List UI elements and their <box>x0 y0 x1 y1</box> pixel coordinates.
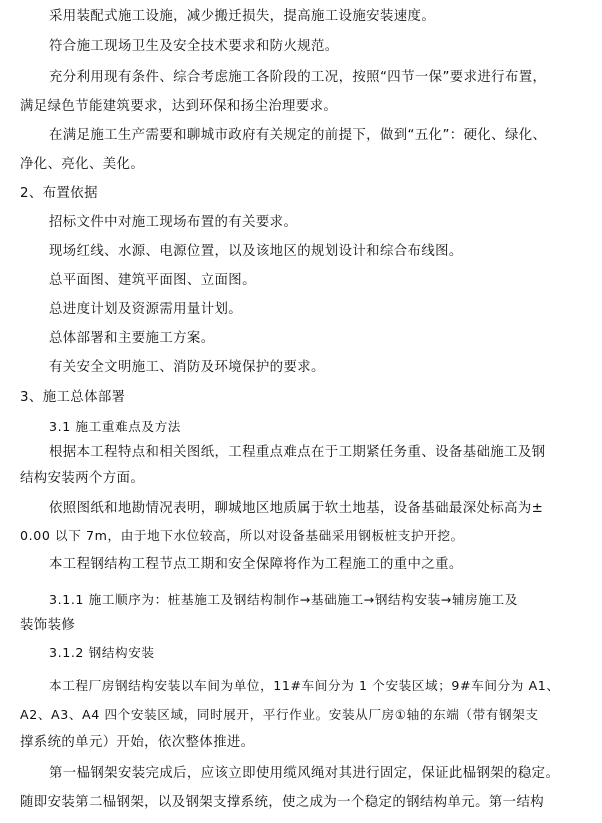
section-heading: 2、布置依据 <box>20 186 98 201</box>
paragraph-line: 0.00 以下 7m，由于地下水位较高，所以对设备基础采用钢板桩支护开挖。 <box>20 528 464 543</box>
paragraph-line: 撑系统的单元）开始，依次整体推进。 <box>20 735 255 750</box>
list-item: 总体部署和主要施工方案。 <box>49 331 215 346</box>
paragraph-line: 装饰装修 <box>20 618 76 633</box>
paragraph-line: 第一榀钢架安装完成后，应该立即使用缆风绳对其进行固定，保证此榀钢架的稳定。 <box>49 766 560 781</box>
list-item: 总平面图、建筑平面图、立面图。 <box>49 273 256 288</box>
section-heading: 3、施工总体部署 <box>20 390 126 405</box>
paragraph-line: 随即安装第二榀钢架，以及钢架支撑系统，使之成为一个稳定的钢结构单元。第一结构 <box>20 795 545 810</box>
paragraph-line: A2、A3、A4 四个安装区域，同时展开，平行作业。安装从厂房①轴的东端（带有钢架支 <box>20 707 539 722</box>
paragraph-line: 充分利用现有条件、综合考虑施工各阶段的工况，按照“四节一保”要求进行布置， <box>49 70 547 85</box>
list-item: 总进度计划及资源需用量计划。 <box>49 302 243 317</box>
paragraph-line: 在满足施工生产需要和聊城市政府有关规定的前提下，做到“五化”：硬化、绿化、 <box>49 128 547 143</box>
paragraph-line: 符合施工现场卫生及安全技术要求和防火规范。 <box>49 39 339 54</box>
paragraph-line: 净化、亮化、美化。 <box>20 157 145 172</box>
paragraph-line: 根据本工程特点和相关图纸，工程重点难点在于工期紧任务重、设备基础施工及钢 <box>49 445 546 460</box>
paragraph-line: 本工程厂房钢结构安装以车间为单位，11#车间分为 1 个安装区域；9#车间分为 A1、 <box>49 678 560 693</box>
list-item: 有关安全文明施工、消防及环境保护的要求。 <box>49 360 325 375</box>
subsection-heading: 3.1 施工重难点及方法 <box>49 419 181 434</box>
subsection-heading: 3.1.2 钢结构安装 <box>49 645 155 660</box>
paragraph-line: 本工程钢结构工程节点工期和安全保障将作为工程施工的重中之重。 <box>49 557 463 572</box>
paragraph-line: 依照图纸和地勘情况表明，聊城地区地质属于软土地基，设备基础最深处标高为± <box>49 501 544 516</box>
paragraph-line: 满足绿色节能建筑要求，达到环保和扬尘治理要求。 <box>20 99 338 114</box>
list-item: 招标文件中对施工现场布置的有关要求。 <box>49 215 298 230</box>
paragraph-line: 采用装配式施工设施，减少搬迁损失，提高施工设施安装速度。 <box>49 9 436 24</box>
list-item: 现场红线、水源、电源位置，以及该地区的规划设计和综合布线图。 <box>49 244 463 259</box>
paragraph-line: 结构安装两个方面。 <box>20 471 145 486</box>
subsection-heading: 3.1.1 施工顺序为：桩基施工及钢结构制作→基础施工→钢结构安装→辅房施工及 <box>49 592 518 607</box>
